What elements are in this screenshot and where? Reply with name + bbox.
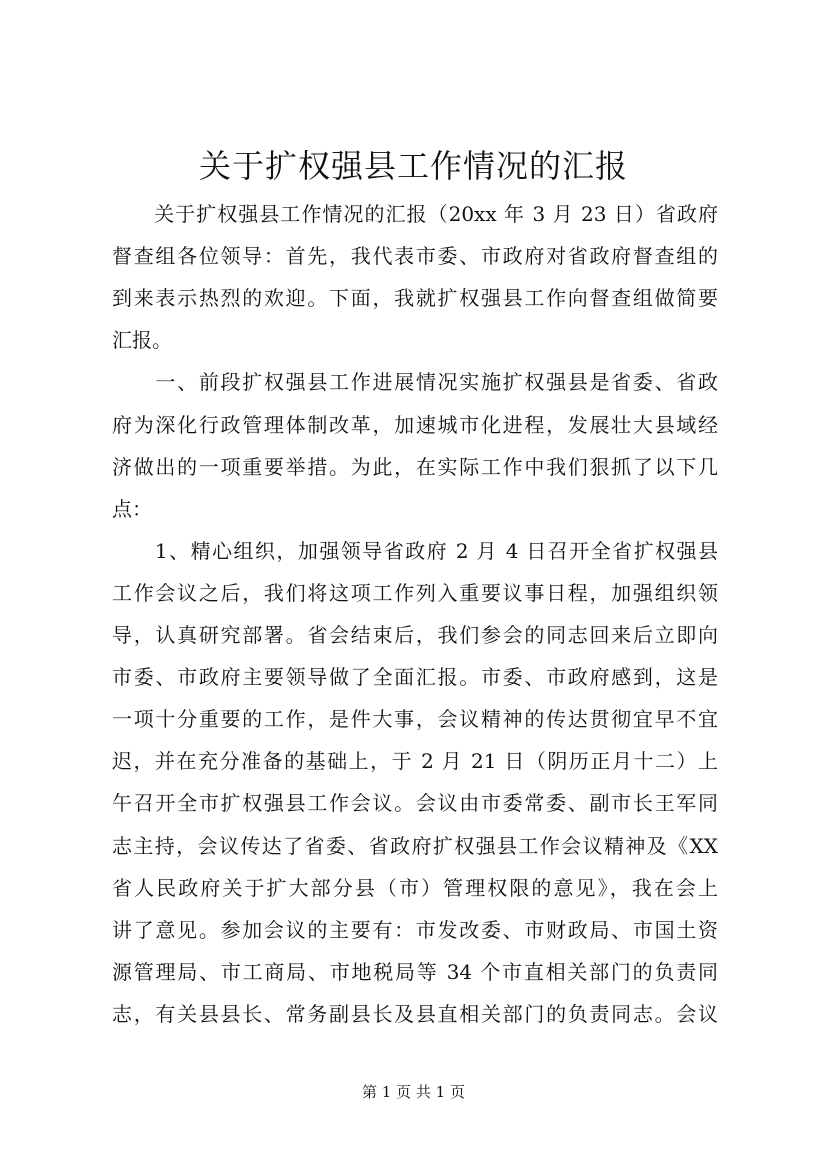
text-line: 省人民政府关于扩大部分县（市）管理权限的意见》，我在会上 — [112, 875, 718, 900]
page-footer: 第 1 页 共 1 页 — [362, 1083, 465, 1101]
text-line: 1、精心组织，加强领导省政府 2 月 4 日召开全省扩权强县 — [112, 538, 718, 563]
text-line: 到来表示热烈的欢迎。下面，我就扩权强县工作向督查组做简要 — [112, 286, 718, 311]
text-line: 一、前段扩权强县工作进展情况实施扩权强县是省委、省政 — [112, 370, 718, 395]
text-line: 导，认真研究部署。省会结束后，我们参会的同志回来后立即向 — [112, 623, 718, 647]
text-line: 迟，并在充分准备的基础上，于 2 月 21 日（阴历正月十二）上 — [112, 749, 718, 774]
text-line: 工作会议之后，我们将这项工作列入重要议事日程，加强组织领 — [112, 580, 718, 605]
text-line: 点： — [112, 496, 152, 521]
text-line: 志主持，会议传达了省委、省政府扩权强县工作会议精神及《XX — [112, 833, 718, 858]
text-line: 一项十分重要的工作，是件大事，会议精神的传达贯彻宜早不宜 — [112, 707, 718, 732]
text-line: 讲了意见。参加会议的主要有：市发改委、市财政局、市国土资 — [112, 917, 718, 942]
text-line: 午召开全市扩权强县工作会议。会议由市委常委、副市长王军同 — [112, 791, 718, 816]
text-line: 济做出的一项重要举措。为此，在实际工作中我们狠抓了以下几 — [112, 454, 718, 479]
text-line: 志，有关县县长、常务副县长及县直相关部门的负责同志。会议 — [112, 1001, 718, 1026]
text-line: 源管理局、市工商局、市地税局等 34 个市直相关部门的负责同 — [112, 959, 718, 984]
text-line: 督查组各位领导：首先，我代表市委、市政府对省政府督查组的 — [112, 244, 718, 269]
text-line: 汇报。 — [112, 328, 172, 353]
document-title: 关于扩权强县工作情况的汇报 — [198, 147, 628, 185]
text-line: 关于扩权强县工作情况的汇报（20xx 年 3 月 23 日）省政府 — [112, 202, 718, 226]
text-line: 市委、市政府主要领导做了全面汇报。市委、市政府感到，这是 — [112, 665, 718, 690]
text-line: 府为深化行政管理体制改革，加速城市化进程，发展壮大县域经 — [112, 412, 718, 437]
